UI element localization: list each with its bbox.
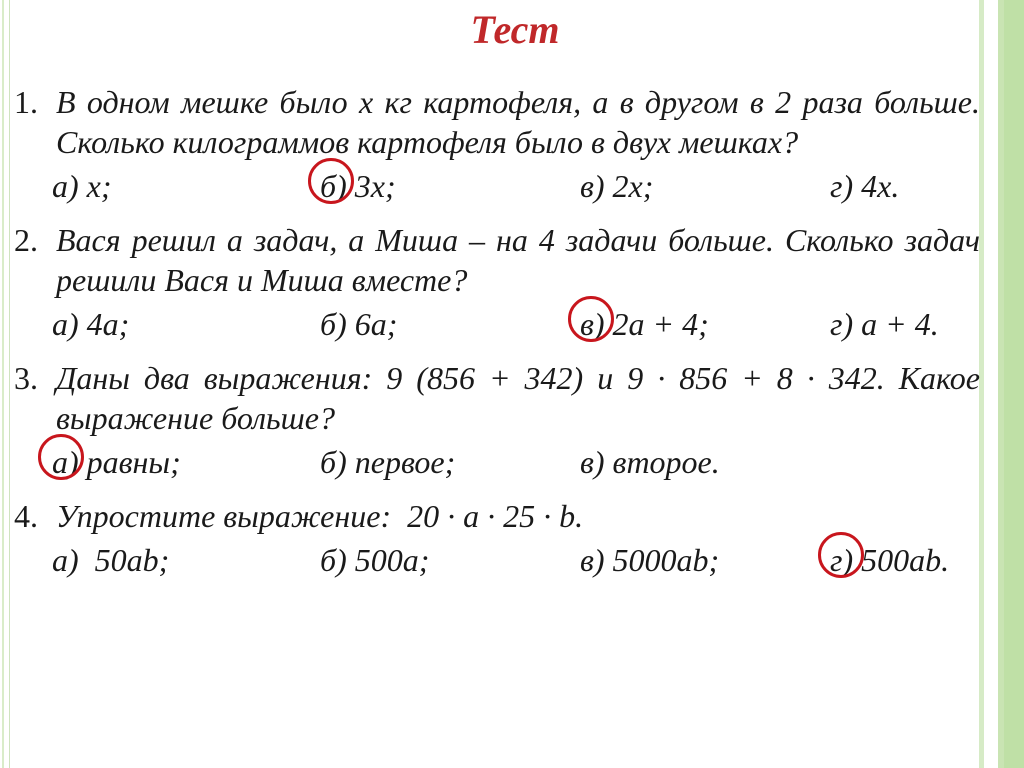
question-4 [14, 496, 980, 536]
correct-answer-circle [308, 158, 354, 204]
question-2 [14, 220, 980, 300]
question-text: Упростите выражение: 20 · а · 25 · b. [56, 498, 584, 534]
question-text: Вася решил а задач, а Миша – на 4 задачи больше. Сколько задач решили Вася и Миша вместе? [56, 222, 980, 298]
answer-option[interactable]: а) 4а; [52, 306, 130, 342]
answers-3 [14, 440, 980, 496]
question-number: 3. [14, 360, 38, 396]
question-number: 1. [14, 84, 38, 120]
right-border-decoration [979, 0, 1024, 768]
answer-option[interactable]: б) первое; [320, 444, 456, 480]
page-title: Тест [470, 7, 560, 52]
answer-option-correct[interactable]: г) 500аb. [830, 542, 950, 578]
answer-option[interactable]: г) а + 4. [830, 306, 939, 342]
answer-option[interactable]: а) х; [52, 168, 112, 204]
answer-option-correct[interactable]: в) 2а + 4; [580, 306, 709, 342]
left-border-decoration [0, 0, 10, 768]
answer-option[interactable]: б) 6а; [320, 306, 398, 342]
answer-option[interactable]: в) 5000аb; [580, 542, 720, 578]
answers-2 [14, 302, 980, 358]
answer-option[interactable]: а) 50аb; [52, 542, 170, 578]
question-1 [14, 82, 980, 162]
correct-answer-circle [38, 434, 84, 480]
answer-option[interactable]: г) 4х. [830, 168, 900, 204]
answer-option[interactable]: в) 2х; [580, 168, 654, 204]
answer-option-correct[interactable]: а) равны; [52, 444, 181, 480]
question-3 [14, 358, 980, 438]
answers-1 [14, 164, 980, 220]
answer-option[interactable]: б) 500а; [320, 542, 430, 578]
question-text: Даны два выражения: 9 (856 + 342) и 9 · 856 + 8 · 342. Какое выражение больше? [56, 360, 980, 436]
correct-answer-circle [568, 296, 614, 342]
question-number: 2. [14, 222, 38, 258]
answer-option-correct[interactable]: б) 3х; [320, 168, 396, 204]
question-text: В одном мешке было х кг картофеля, а в другом в 2 раза больше. Сколько килограммов картофеля было в двух мешках? [56, 84, 980, 160]
question-number: 4. [14, 498, 38, 534]
answer-option[interactable]: в) второе. [580, 444, 720, 480]
answers-4 [14, 538, 980, 594]
test-content [14, 82, 980, 594]
correct-answer-circle [818, 532, 864, 578]
